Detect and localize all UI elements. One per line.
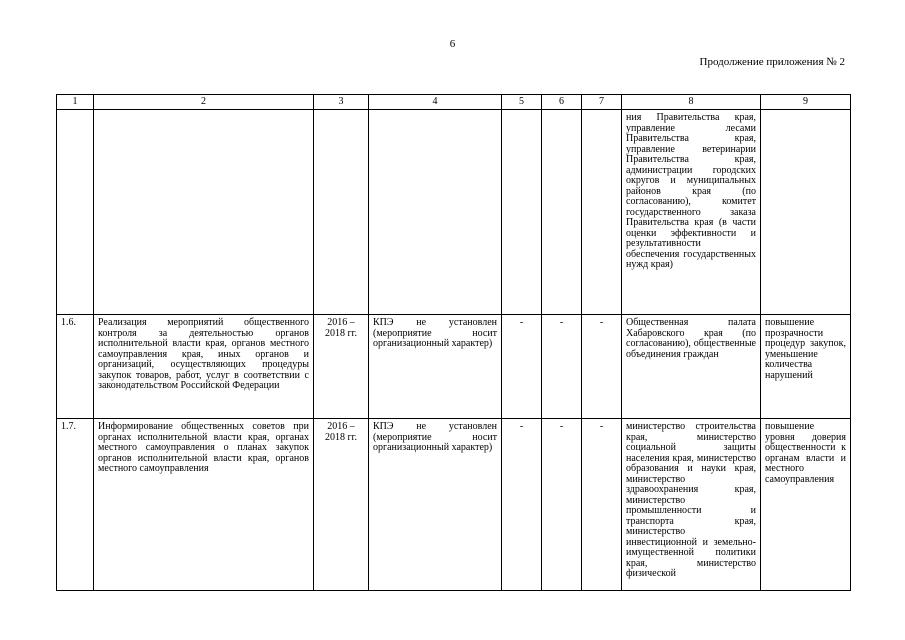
cell-col6: - bbox=[542, 419, 582, 591]
table-row bbox=[57, 315, 851, 419]
cell-number bbox=[57, 110, 94, 315]
cell-kpe: КПЭ не установлен (мероприятие носит организационный характер) bbox=[369, 419, 502, 591]
header-cell: 4 bbox=[369, 95, 502, 110]
cell-col7 bbox=[582, 110, 622, 315]
cell-period: 2016 – 2018 гг. bbox=[314, 315, 369, 419]
cell-name: Реализация мероприятий общественного контроля за деятельностью органов исполнительной власти края, органов местного самоуправления края, иных органов и организаций, осуществляющих процедуры закупок товаров, работ, услуг в соответствии с законодательством Российской Федерации bbox=[94, 315, 314, 419]
cell-col5 bbox=[502, 110, 542, 315]
header-cell: 9 bbox=[761, 95, 851, 110]
cell-col5: - bbox=[502, 419, 542, 591]
cell-kpe: КПЭ не установлен (мероприятие носит организационный характер) bbox=[369, 315, 502, 419]
cell-result bbox=[761, 110, 851, 315]
header-cell: 7 bbox=[582, 95, 622, 110]
header-cell: 6 bbox=[542, 95, 582, 110]
table-row bbox=[57, 419, 851, 591]
cell-name bbox=[94, 110, 314, 315]
cell-executors: Общественная палата Хабаровского края (по согласованию), общественные объединения граждан bbox=[622, 315, 761, 419]
appendix-continuation-note: Продолжение приложения № 2 bbox=[699, 56, 845, 68]
cell-col6: - bbox=[542, 315, 582, 419]
cell-col5: - bbox=[502, 315, 542, 419]
cell-executors: министерство строительства края, министерство социальной защиты населения края, министерство образования и науки края, министерство здравоохранения края, министерство промышленности и транспорта края, министерство инвестиционной и земельно-имущественной политики края, министерство физической bbox=[622, 419, 761, 591]
page-number: 6 bbox=[449, 38, 456, 50]
cell-period: 2016 – 2018 гг. bbox=[314, 419, 369, 591]
cell-executors: ния Правительства края, управление лесами Правительства края, управление ветеринарии Правительства края, администрации городских округов и муниципальных районов края (по согласованию), комитет государственного заказа Правительства края (в части оценки эффективности и результативности обеспечения государственных нужд края) bbox=[622, 110, 761, 315]
header-cell: 1 bbox=[57, 95, 94, 110]
cell-number: 1.7. bbox=[57, 419, 94, 591]
cell-kpe bbox=[369, 110, 502, 315]
cell-number: 1.6. bbox=[57, 315, 94, 419]
header-cell: 5 bbox=[502, 95, 542, 110]
header-cell: 8 bbox=[622, 95, 761, 110]
table-header-row bbox=[57, 95, 851, 110]
cell-col6 bbox=[542, 110, 582, 315]
cell-result: повышение уровня доверия общественности к органам власти и местного самоуправления bbox=[761, 419, 851, 591]
cell-period bbox=[314, 110, 369, 315]
measures-table bbox=[56, 94, 851, 591]
header-cell: 2 bbox=[94, 95, 314, 110]
cell-col7: - bbox=[582, 315, 622, 419]
cell-result: повышение прозрачности процедур закупок, уменьшение количества нарушений bbox=[761, 315, 851, 419]
cell-col7: - bbox=[582, 419, 622, 591]
cell-name: Информирование общественных советов при органах исполнительной власти края, органах местного самоуправления о планах закупок органов исполнительной власти края, органов местного самоуправления bbox=[94, 419, 314, 591]
header-cell: 3 bbox=[314, 95, 369, 110]
table-row-continuation bbox=[57, 110, 851, 315]
